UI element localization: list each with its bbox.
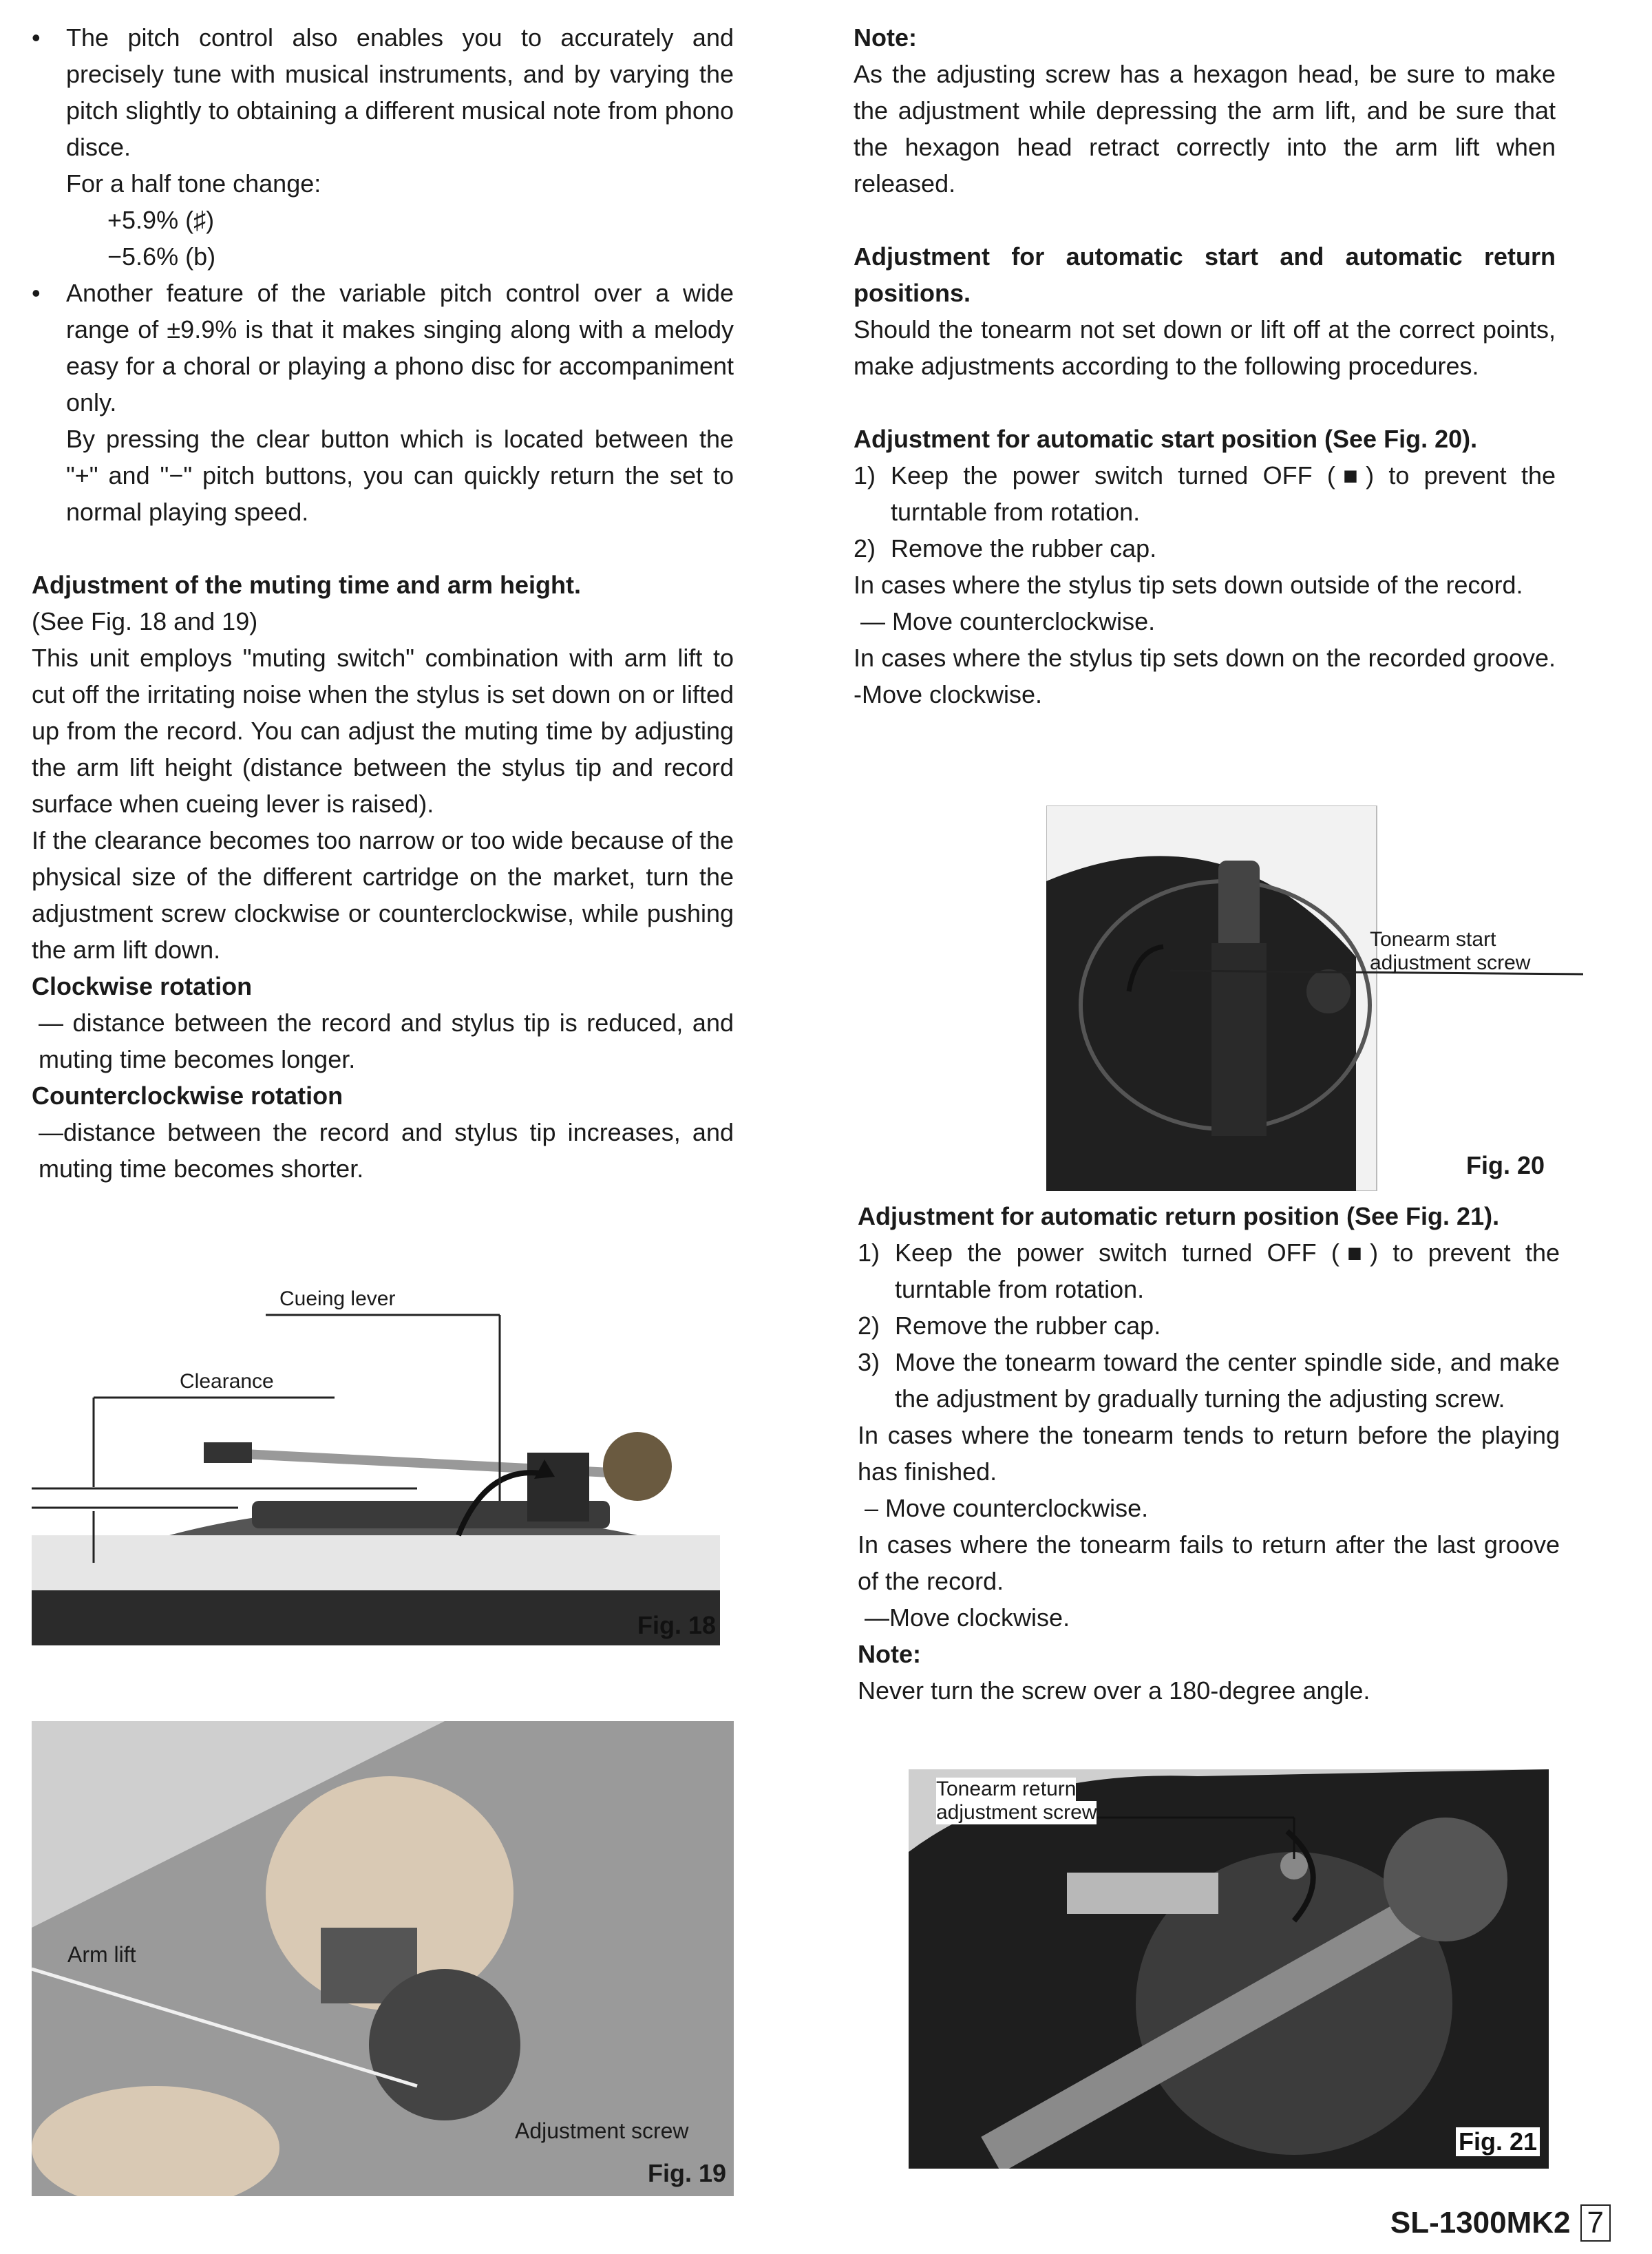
- arm-lift-label: Arm lift: [67, 1942, 136, 1967]
- step-text: Remove the rubber cap.: [895, 1312, 1161, 1340]
- note-text-2: Never turn the screw over a 180-degree angle.: [858, 1676, 1370, 1705]
- right-column-lower: [858, 1198, 1560, 1709]
- clearance-label: Clearance: [180, 1370, 274, 1393]
- return-step-3: [858, 1344, 1560, 1417]
- step-number: 3): [858, 1348, 880, 1376]
- half-tone-label: For a half tone change:: [66, 169, 321, 198]
- tonearm-start-label-1: Tonearm start: [1370, 928, 1496, 951]
- return-case-2: In cases where the tonearm fails to return after the last groove of the record.: [858, 1530, 1560, 1595]
- page-footer: [1390, 2204, 1611, 2242]
- fig-18-image: [32, 1274, 734, 1659]
- step-text: Keep the power switch turned OFF (■) to prevent the turntable from rotation.: [895, 1239, 1560, 1303]
- half-tone-sharp: +5.9% (♯): [107, 206, 215, 234]
- return-move-1: – Move counterclockwise.: [865, 1494, 1149, 1522]
- note-heading-1: Note:: [854, 23, 917, 52]
- clockwise-heading: Clockwise rotation: [32, 972, 253, 1000]
- return-screw-photo: [909, 1769, 1549, 2169]
- step-number: 2): [854, 534, 876, 562]
- start-move-1: — Move counterclockwise.: [860, 607, 1156, 635]
- return-step-2: [858, 1307, 1560, 1344]
- muting-paragraph-2: If the clearance becomes too narrow or too wide because of the physical size of the different cartridge on the market, turn the adjustment screw clockwise or counterclockwise, while pushing the arm lift down.: [32, 826, 734, 964]
- step-number: 2): [858, 1312, 880, 1340]
- step-text: Keep the power switch turned OFF (■) to prevent the turntable from rotation.: [891, 461, 1556, 526]
- start-step-1: [854, 457, 1556, 530]
- counterclockwise-text: —distance between the record and stylus tip increases, and muting time becomes shorter.: [39, 1118, 734, 1183]
- cueing-lever-label: Cueing lever: [279, 1287, 396, 1310]
- step-text: Move the tonearm toward the center spindle side, and make the adjustment by gradually turning the adjusting screw.: [895, 1348, 1560, 1413]
- fig-21-label: Fig. 21: [1456, 2127, 1540, 2156]
- return-heading: Adjustment for automatic return position (See Fig. 21).: [858, 1202, 1500, 1230]
- note-text-1: As the adjusting screw has a hexagon head, be sure to make the adjustment while depressing the arm lift, and be sure that the hexagon head retract correctly into the arm lift when released.: [854, 60, 1556, 198]
- counterclockwise-heading: Counterclockwise rotation: [32, 1082, 343, 1110]
- muting-paragraph-1: This unit employs "muting switch" combination with arm lift to cut off the irritating noise when the stylus is set down on or lifted up from the record. You can adjust the muting time by adjusting the arm lift height (distance between the stylus tip and record surface when cueing lever is raised).: [32, 644, 734, 818]
- start-step-2: [854, 530, 1556, 567]
- start-heading: Adjustment for automatic start position (See Fig. 20).: [854, 425, 1478, 453]
- auto-text: Should the tonearm not set down or lift off at the correct points, make adjustments according to the following procedures.: [854, 315, 1556, 380]
- fig-19-image: [32, 1721, 734, 2196]
- clockwise-text: — distance between the record and stylus tip is reduced, and muting time becomes longer.: [39, 1009, 734, 1073]
- pitch-tuning-bullet: • The pitch control also enables you to accurately and precisely tune with musical instruments, and by varying the pitch slightly to obtaining a different musical note from phono disce.: [32, 19, 734, 165]
- muting-see-figs: (See Fig. 18 and 19): [32, 607, 258, 635]
- start-case-1: In cases where the stylus tip sets down outside of the record.: [854, 571, 1523, 599]
- fig-21-image: [909, 1769, 1549, 2169]
- fig-20-label: Fig. 20: [1466, 1151, 1545, 1179]
- left-column: [32, 19, 734, 1187]
- turntable-side-view: [32, 1274, 734, 1659]
- step-number: 1): [858, 1239, 880, 1267]
- variable-pitch-bullet: • Another feature of the variable pitch control over a wide range of ±9.9% is that it makes singing along with a melody easy for a choral or playing a phono disc for accompaniment only.: [32, 275, 734, 421]
- return-case-1: In cases where the tonearm tends to return before the playing has finished.: [858, 1421, 1560, 1486]
- clear-button-text: By pressing the clear button which is located between the "+" and "−" pitch buttons, you can quickly return the set to normal playing speed.: [66, 425, 734, 526]
- half-tone-flat: −5.6% (b): [107, 242, 216, 271]
- return-step-1: [858, 1234, 1560, 1307]
- page-number: 7: [1580, 2204, 1611, 2242]
- start-screw-photo: [1046, 805, 1597, 1191]
- step-number: 1): [854, 461, 876, 489]
- tonearm-return-label-1: Tonearm return: [936, 1778, 1077, 1800]
- fig-20-image: [1046, 805, 1597, 1191]
- muting-heading: Adjustment of the muting time and arm height.: [32, 571, 582, 599]
- return-move-2: —Move clockwise.: [865, 1603, 1070, 1632]
- auto-heading: Adjustment for automatic start and automatic return positions.: [854, 242, 1556, 307]
- tonearm-start-label-2: adjustment screw: [1370, 951, 1531, 974]
- note-heading-2: Note:: [858, 1640, 921, 1668]
- step-text: Remove the rubber cap.: [891, 534, 1157, 562]
- fig-18-label: Fig. 18: [637, 1611, 717, 1639]
- adjustment-screw-label: Adjustment screw: [515, 2118, 689, 2143]
- right-column-upper: [854, 19, 1556, 713]
- model-number: SL-1300MK2: [1390, 2206, 1571, 2240]
- fig-19-label: Fig. 19: [648, 2159, 727, 2187]
- tonearm-return-label-2: adjustment screw: [936, 1801, 1097, 1824]
- start-case-2: In cases where the stylus tip sets down on the recorded groove. -Move clockwise.: [854, 644, 1556, 708]
